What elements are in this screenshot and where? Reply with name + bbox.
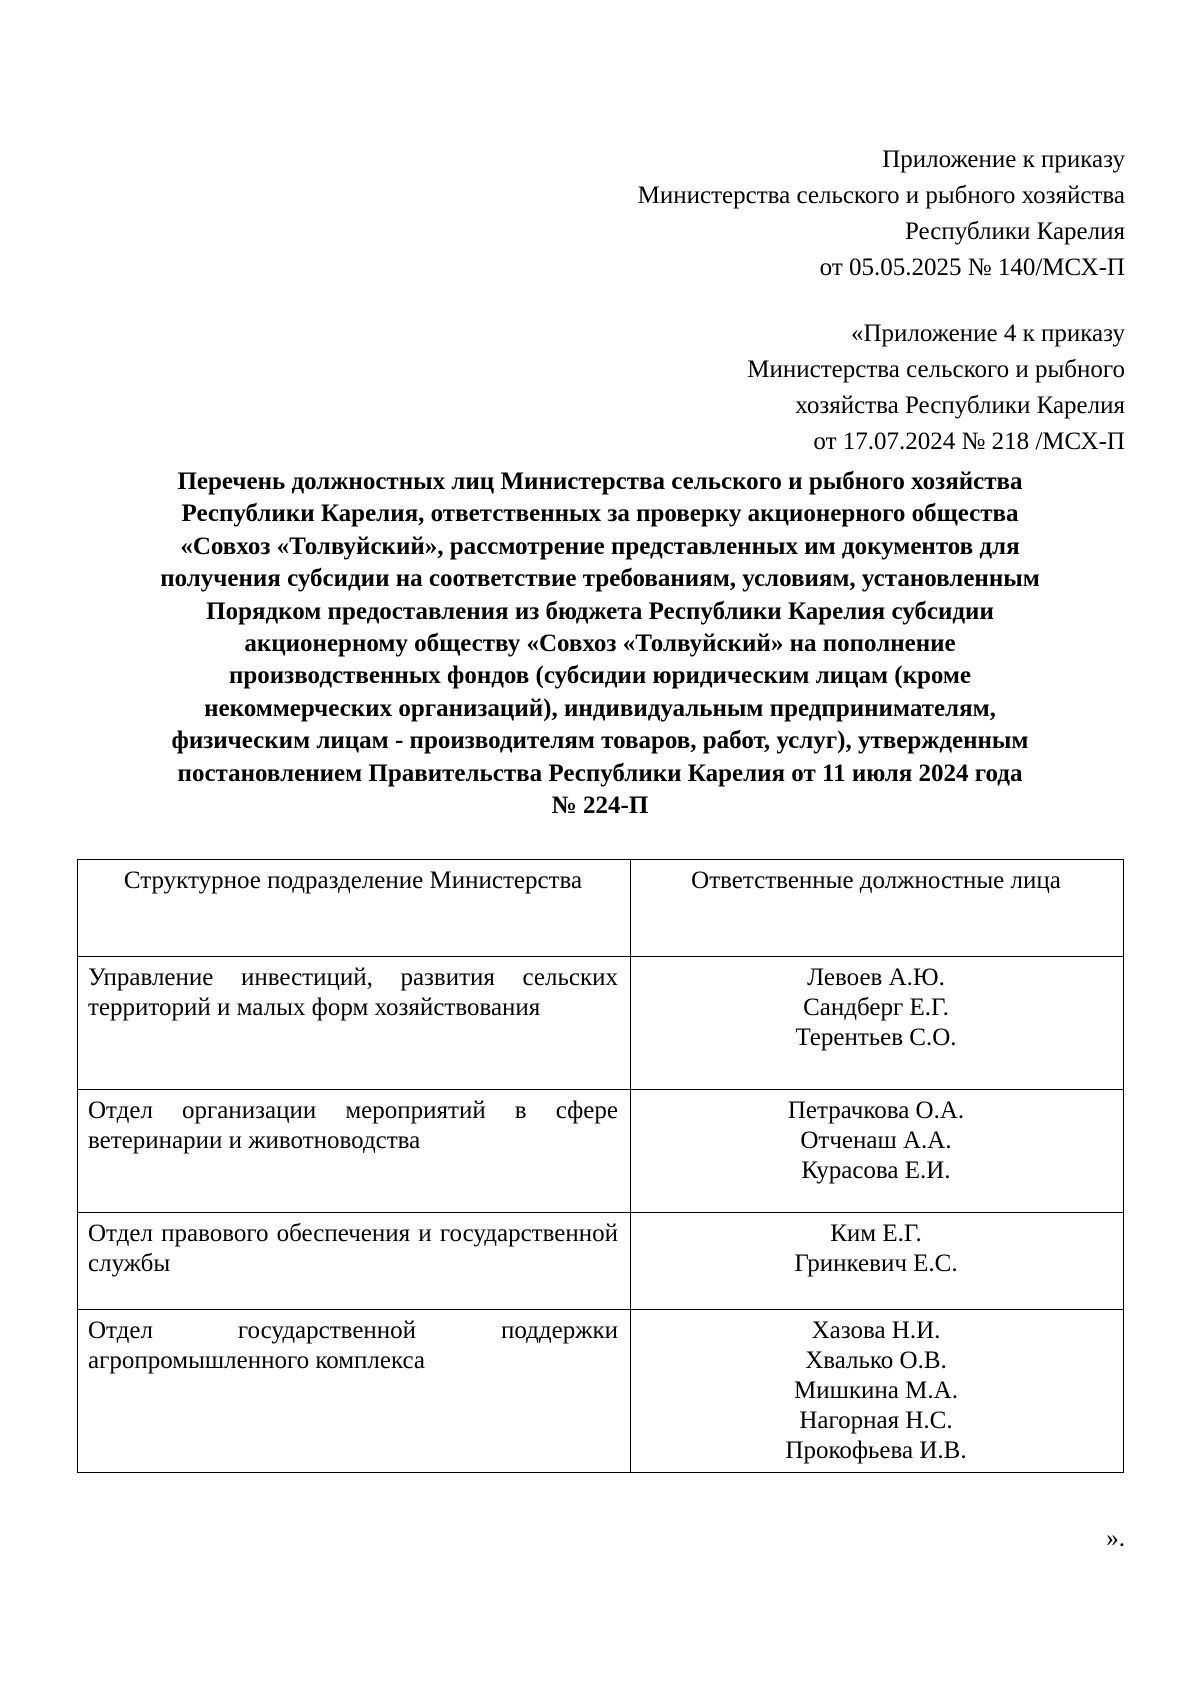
title-line: № 224-П xyxy=(551,792,649,820)
official-name: Ким Е.Г. xyxy=(830,1220,922,1247)
officials-list xyxy=(641,1096,1111,1186)
official-name: Нагорная Н.С. xyxy=(799,1407,953,1434)
appendix-line: Министерства сельского и рыбного хозяйства xyxy=(637,182,1125,209)
title-line: производственных фондов (субсидии юридическим лицам (кроме xyxy=(228,662,972,690)
title-line: Республики Карелия, ответственных за проверку акционерного общества xyxy=(181,500,1019,528)
official-name: Хазова Н.И. xyxy=(811,1317,941,1344)
appendix-line: Министерства сельского и рыбного xyxy=(747,356,1125,383)
official-name: Терентьев С.О. xyxy=(795,1024,957,1051)
official-name: Петрачкова О.А. xyxy=(787,1097,965,1124)
appendix-current-order xyxy=(638,142,1125,286)
document-title xyxy=(90,466,1110,822)
title-line: некоммерческих организаций), индивидуальным предпринимателям, xyxy=(204,694,996,722)
table-row xyxy=(78,1090,1124,1213)
header-officials: Ответственные должностные лица xyxy=(631,860,1124,957)
title-line: получения субсидии на соответствие требованиям, условиям, установленным xyxy=(160,565,1040,593)
table-row xyxy=(78,1213,1124,1310)
title-line: акционерному обществу «Совхоз «Толвуйский» на пополнение xyxy=(244,630,956,658)
table-header-row xyxy=(78,860,1124,957)
official-name: Отченаш А.А. xyxy=(800,1127,952,1154)
appendix-line: «Приложение 4 к приказу xyxy=(850,320,1125,347)
official-name: Гринкевич Е.С. xyxy=(794,1250,958,1277)
department-name: Отдел правового обеспечения и государственной службы xyxy=(88,1220,618,1277)
official-name: Мишкина М.А. xyxy=(794,1377,958,1404)
officials-table xyxy=(77,859,1124,1473)
department-name: Управление инвестиций, развития сельских территорий и малых форм хозяйствования xyxy=(88,964,618,1021)
officials-list xyxy=(641,1316,1111,1466)
title-line: Перечень должностных лиц Министерства сельского и рыбного хозяйства xyxy=(177,468,1023,495)
official-name: Хвалько О.В. xyxy=(805,1347,947,1374)
closing-quote: ». xyxy=(1106,1525,1125,1552)
appendix-original-order xyxy=(747,316,1125,460)
appendix-line: от 05.05.2025 № 140/МСХ-П xyxy=(819,254,1125,281)
department-name: Отдел государственной поддержки агропромышленного комплекса xyxy=(88,1317,618,1374)
title-line: физическим лицам - производителям товаров, работ, услуг), утвержденным xyxy=(171,727,1029,755)
officials-list xyxy=(641,963,1111,1053)
official-name: Прокофьева И.В. xyxy=(785,1437,967,1464)
table-row xyxy=(78,957,1124,1090)
table-row xyxy=(78,1310,1124,1473)
official-name: Курасова Е.И. xyxy=(801,1157,951,1184)
appendix-line: Приложение к приказу xyxy=(882,146,1125,173)
officials-list xyxy=(641,1219,1111,1279)
official-name: Сандберг Е.Г. xyxy=(803,994,949,1021)
header-department: Структурное подразделение Министерства xyxy=(78,860,631,957)
appendix-line: хозяйства Республики Карелия xyxy=(795,392,1125,419)
department-name: Отдел организации мероприятий в сфере ветеринарии и животноводства xyxy=(88,1097,618,1154)
title-line: «Совхоз «Толвуйский», рассмотрение представленных им документов для xyxy=(180,532,1020,560)
title-line: постановлением Правительства Республики Карелия от 11 июля 2024 года xyxy=(177,759,1023,787)
title-line: Порядком предоставления из бюджета Республики Карелия субсидии xyxy=(206,597,994,625)
appendix-line: Республики Карелия xyxy=(904,218,1125,245)
official-name: Левоев А.Ю. xyxy=(807,964,945,991)
appendix-line: от 17.07.2024 № 218 /МСХ-П xyxy=(813,428,1125,455)
